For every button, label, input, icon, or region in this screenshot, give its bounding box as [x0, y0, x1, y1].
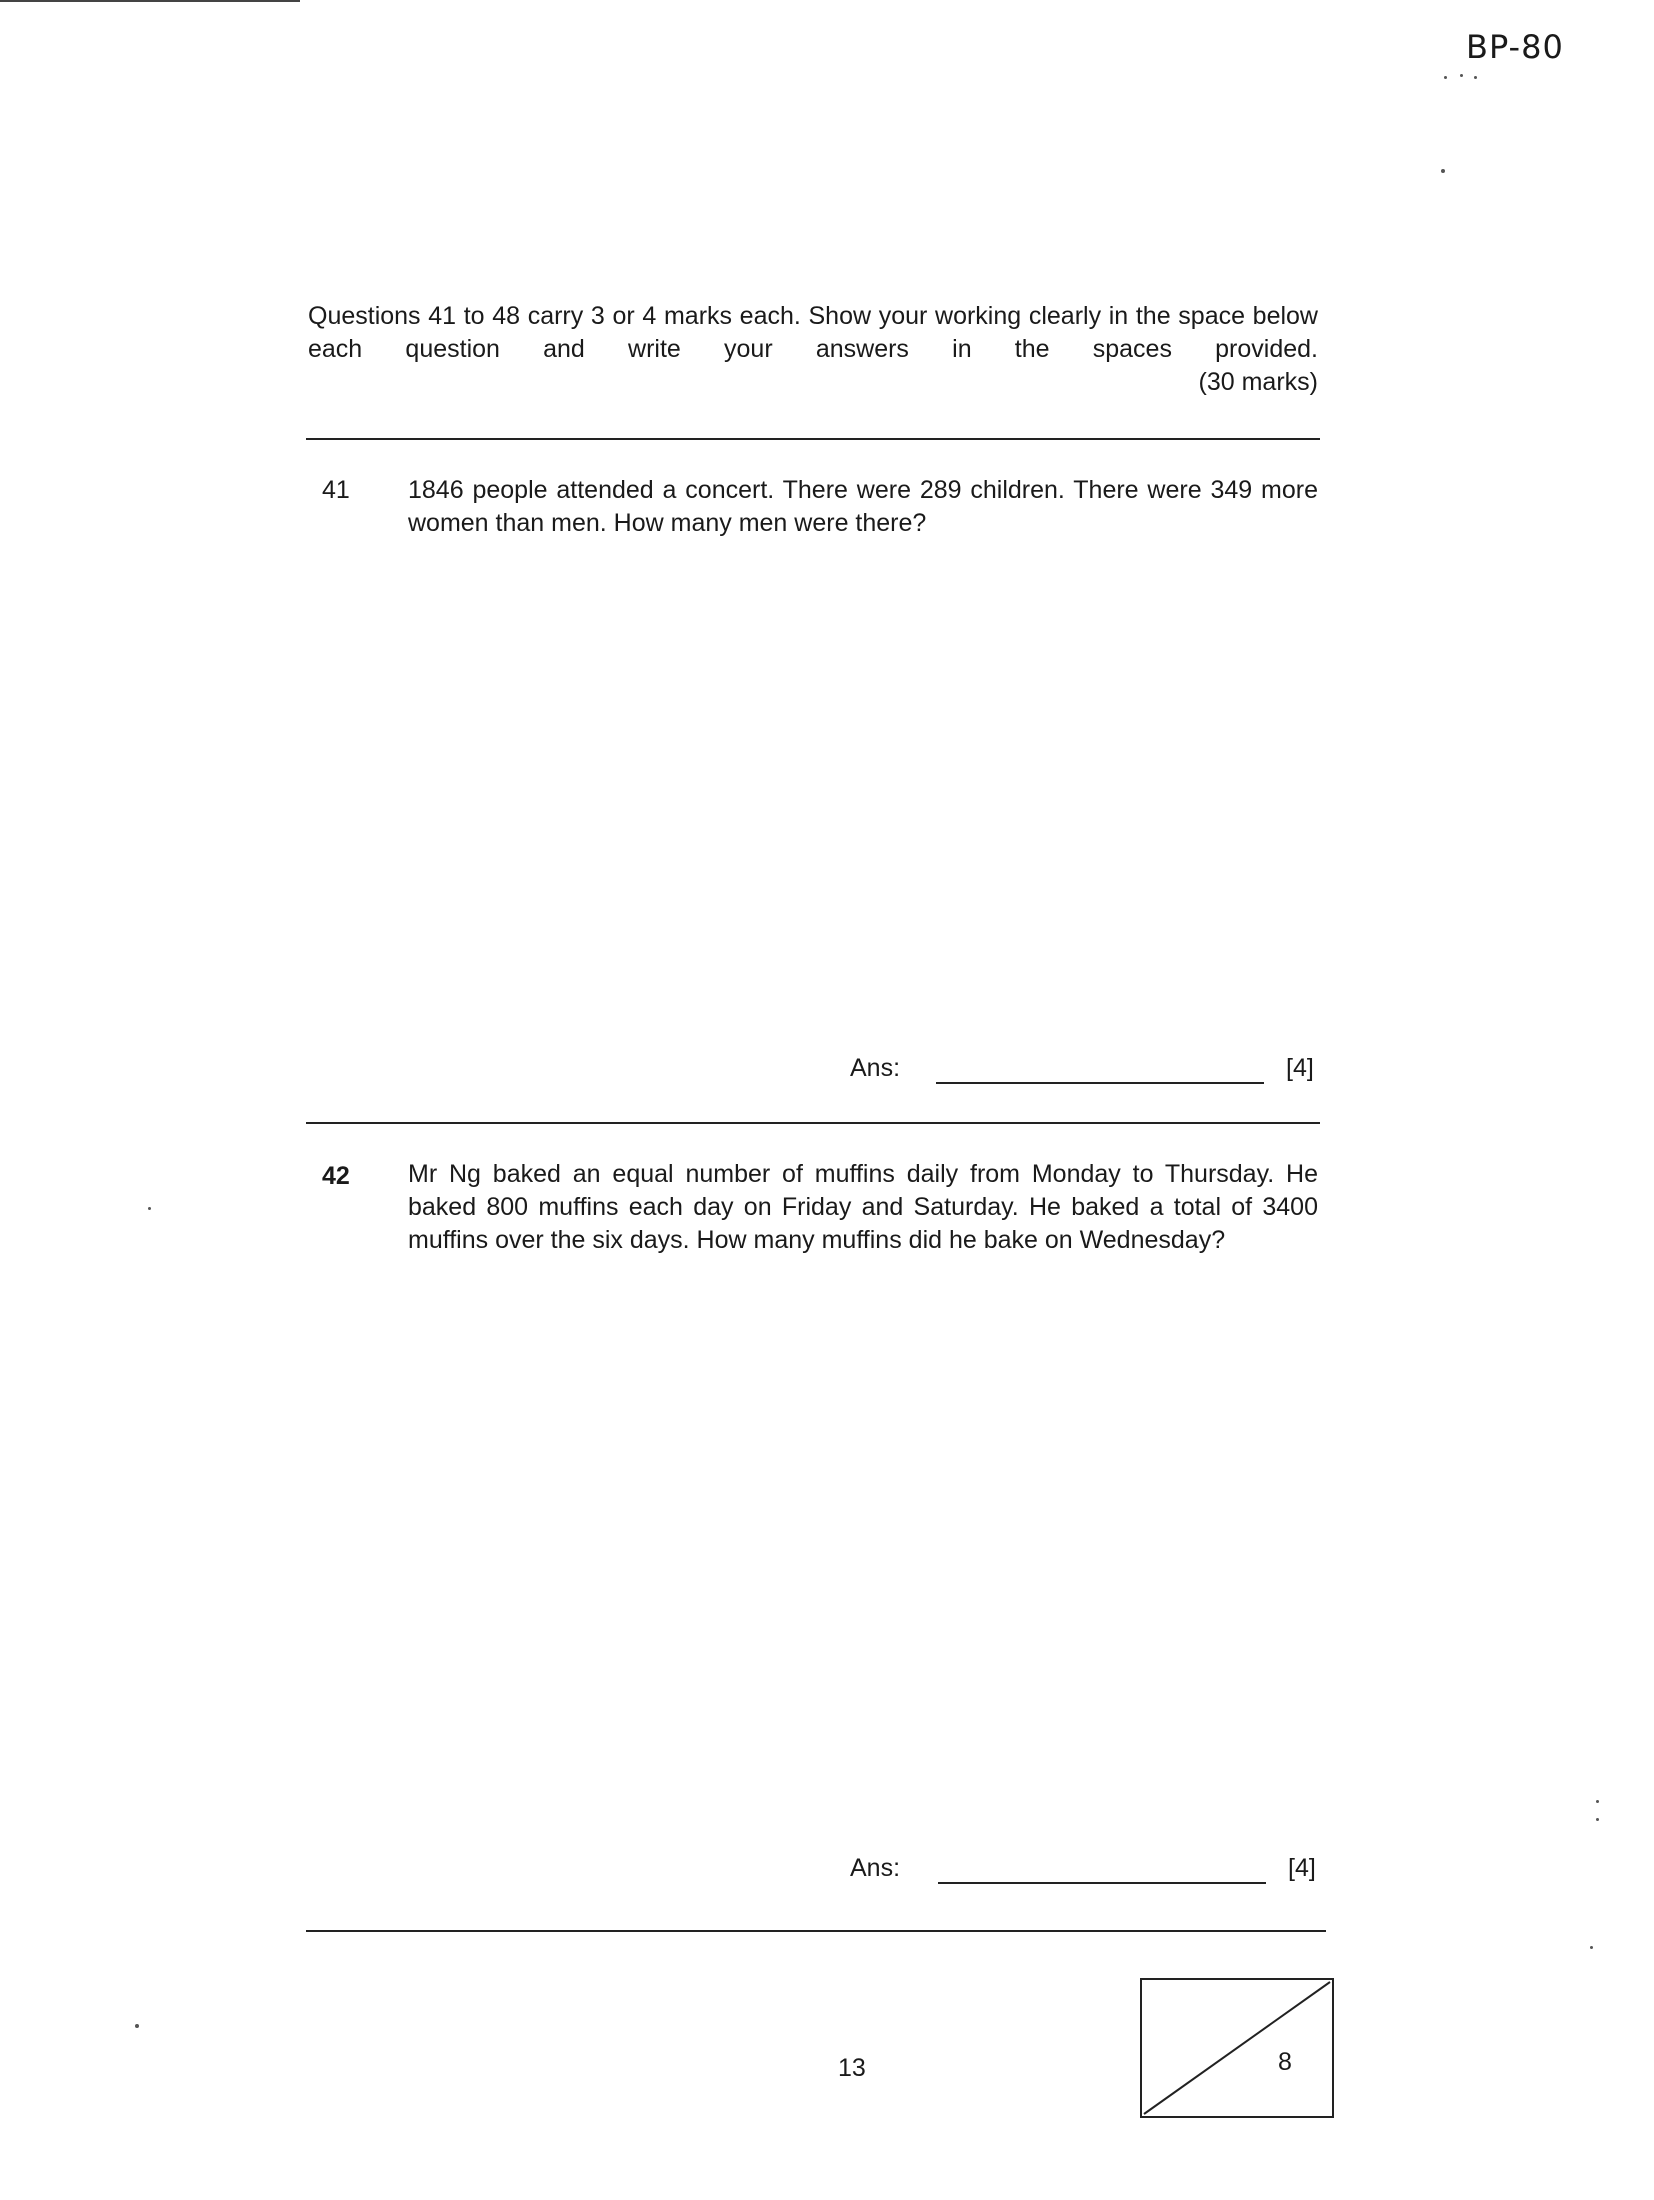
scan-speck	[1596, 1818, 1599, 1821]
answer-row	[850, 1852, 1324, 1892]
page-number: 13	[838, 2054, 866, 2082]
scan-edge-line	[0, 0, 300, 2]
question-text: Mr Ng baked an equal number of muffins daily from Monday to Thursday. He baked 800 muffins each day on Friday and Saturday. He baked a total of 3400 muffins over the six days. How many muffins did he bake on Wednesday?	[408, 1160, 1318, 1254]
question-divider	[306, 1930, 1326, 1932]
section-marks: (30 marks)	[1198, 368, 1318, 396]
scan-speck	[1474, 76, 1477, 79]
question-number: 41	[322, 476, 350, 504]
answer-field[interactable]	[936, 1082, 1264, 1084]
page-code: BP-80	[1466, 28, 1564, 66]
instructions-text: Questions 41 to 48 carry 3 or 4 marks each. Show your working clearly in the space below each question and write your answers in the spaces provided.	[308, 302, 1318, 363]
score-box-diagonal	[1142, 1980, 1332, 2116]
scan-speck	[135, 2024, 139, 2028]
scan-speck	[1444, 76, 1447, 79]
scan-speck	[148, 1207, 151, 1210]
question-marks: [4]	[1288, 1854, 1316, 1882]
scan-speck	[1441, 169, 1445, 173]
score-box	[1140, 1978, 1334, 2118]
scan-speck	[1590, 1946, 1593, 1949]
section-instructions	[308, 300, 1318, 399]
question-marks: [4]	[1286, 1054, 1314, 1082]
question-text: 1846 people attended a concert. There were 289 children. There were 349 more women than men. How many men were there?	[408, 476, 1318, 537]
scan-speck	[1596, 1800, 1599, 1803]
answer-field[interactable]	[938, 1882, 1266, 1884]
question-number: 42	[322, 1162, 350, 1190]
answer-label: Ans:	[850, 1854, 901, 1882]
section-divider	[306, 438, 1320, 440]
score-box-value: 8	[1278, 2048, 1292, 2076]
scan-speck	[1460, 74, 1463, 77]
answer-row	[850, 1052, 1320, 1092]
question-divider	[306, 1122, 1320, 1124]
answer-label: Ans:	[850, 1054, 901, 1082]
